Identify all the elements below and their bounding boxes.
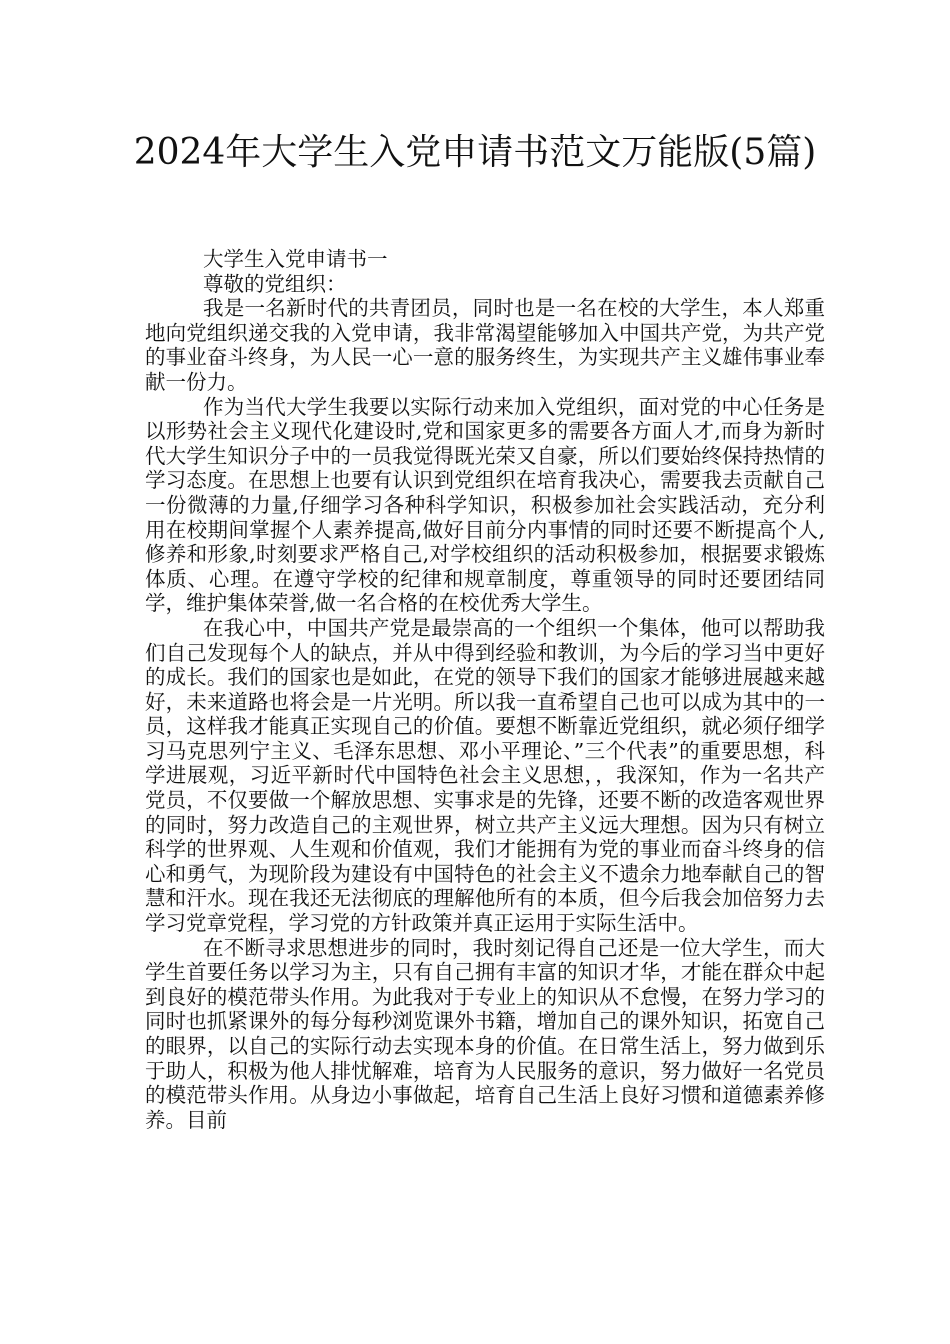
paragraph-2: 作为当代大学生我要以实际行动来加入党组织，面对党的中心任务是以形势社会主义现代化建设时,党和国家更多的需要各方面人才,而身为新时代大学生知识分子中的一员我觉得既光荣又自豪，所以们要始终保持热情的学习态度。在思想上也要有认识到党组织在培育我决心，需要我去贡献自己一份微薄的力量,仔细学习各种科学知识，积极参加社会实践活动，充分利用在校期间掌握个人素养提高,做好目前分内事情的同时还要不断提高个人,修养和形象,时刻要求严格自己,对学校组织的活动积极参加，根据要求锻炼体质、心理。在遵守学校的纪律和规章制度，尊重领导的同时还要团结同学，维护集体荣誉,做一名合格的在校优秀大学生。 xyxy=(145,394,825,616)
paragraph-3: 在我心中，中国共产党是最崇高的一个组织一个集体，他可以帮助我们自己发现每个人的缺点，并从中得到经验和教训，为今后的学习当中更好的成长。我们的国家也是如此，在党的领导下我们的国家才能够进展越来越好，未来道路也将会是一片光明。所以我一直希望自己也可以成为其中的一员，这样我才能真正实现自己的价值。要想不断靠近党组织，就必须仔细学习马克思列宁主义、毛泽东思想、邓小平理论、”三个代表”的重要思想，科学进展观，习近平新时代中国特色社会主义思想，，我深知，作为一名共产党员，不仅要做一个解放思想、实事求是的先锋，还要不断的改造客观世界的同时，努力改造自己的主观世界，树立共产主义远大理想。因为只有树立科学的世界观、人生观和价值观，我们才能拥有为党的事业而奋斗终身的信心和勇气，为现阶段为建设有中国特色的社会主义不遗余力地奉献自己的智慧和汗水。现在我还无法彻底的理解他所有的本质，但今后我会加倍努力去学习党章党程，学习党的方针政策并真正运用于实际生活中。 xyxy=(145,615,825,936)
paragraph-1: 我是一名新时代的共青团员，同时也是一名在校的大学生，本人郑重地向党组织递交我的入党申请，我非常渴望能够加入中国共产党，为共产党的事业奋斗终身，为人民一心一意的服务终生，为实现共产主义雄伟事业奉献一份力。 xyxy=(145,296,825,394)
document-title: 2024年大学生入党申请书范文万能版(5篇) xyxy=(133,132,817,173)
section-heading: 大学生入党申请书一 xyxy=(203,247,388,271)
paragraph-4: 在不断寻求思想进步的同时，我时刻记得自己还是一位大学生，而大学生首要任务以学习为主，只有自己拥有丰富的知识才华，才能在群众中起到良好的模范带头作用。为此我对于专业上的知识从不怠慢，在努力学习的同时也抓紧课外的每分每秒浏览课外书籍，增加自己的课外知识，拓宽自己的眼界，以自己的实际行动去实现本身的价值。在日常生活上，努力做到乐于助人，积极为他人排忧解难，培育为人民服务的意识，努力做好一名党员的模范带头作用。从身边小事做起，培育自己生活上良好习惯和道德素养修养。目前 xyxy=(145,935,825,1132)
salutation: 尊敬的党组织： xyxy=(203,271,347,296)
document-body xyxy=(145,247,825,1132)
